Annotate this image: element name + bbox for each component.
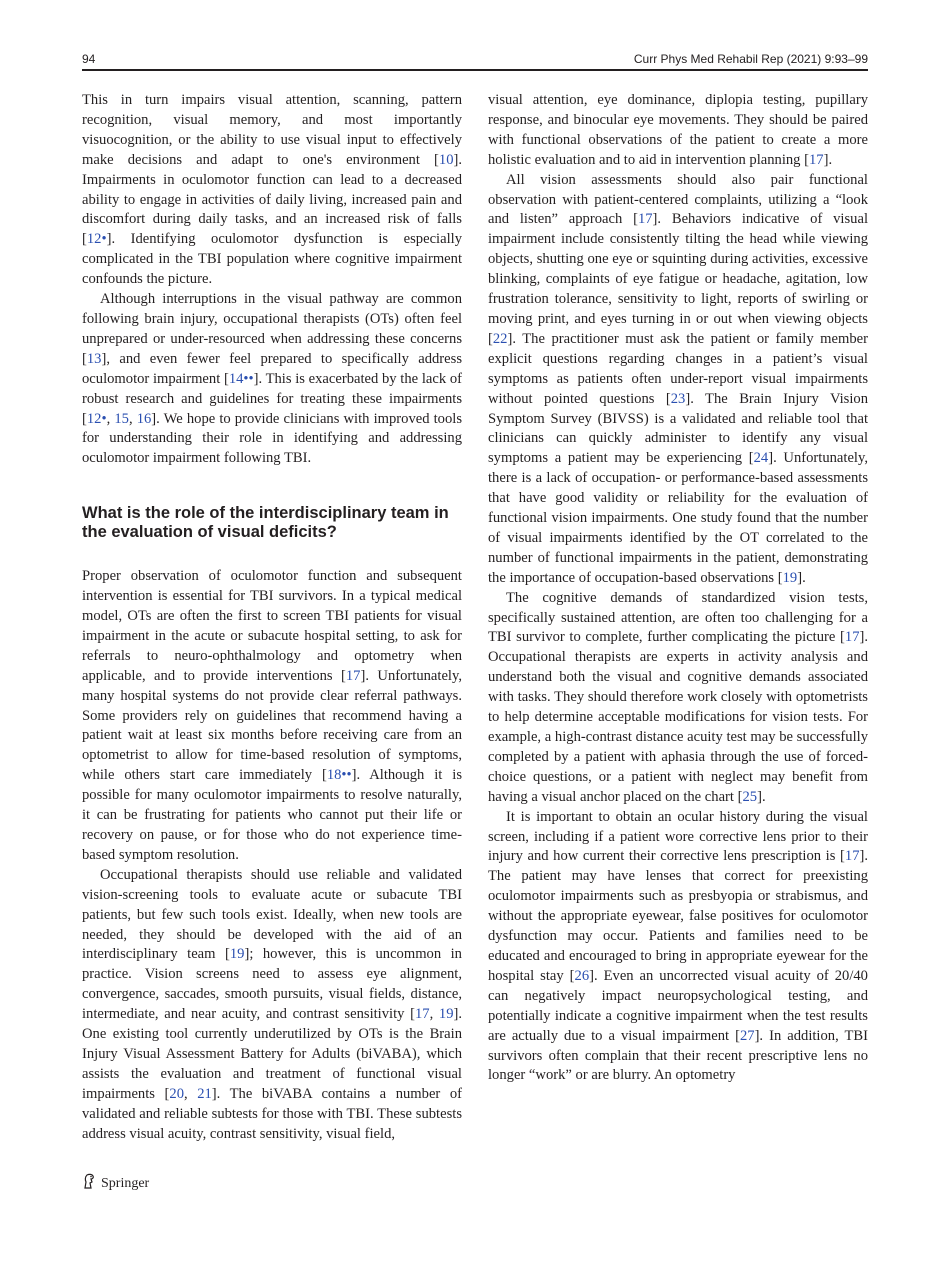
text-run: ]. Identifying oculomotor dysfunction is especially complicated in the TBI population where cognitive impairment confounds the picture.	[82, 231, 462, 288]
paragraph	[488, 808, 868, 1087]
reference-link[interactable]: 22	[492, 330, 508, 347]
text-run: ,	[183, 1085, 198, 1102]
text-run: ]. Unfortunately, many hospital systems do not provide clear referral pathways. Some providers rely on guidelines that recommend having a patient wait at least six months before receiving care from an optometrist to allow for time-based resolution of symptoms, while others start care immediately [	[82, 667, 462, 784]
text-run: ]. The patient may have lenses that correct for preexisting oculomotor impairments such as presbyopia or strabismus, and without the appropriate eyewear, false positives for oculomotor dysfunction may occur. Patients and families need to be educated and encouraged to bring in appropriate eyewear for the hospital stay [	[488, 848, 868, 984]
text-run: This in turn impairs visual attention, scanning, pattern recognition, visual memory, and most importantly visuocognition, or the ability to use visual input to effectively make decisions and adapt to one's environment [	[82, 92, 462, 168]
text-run: It is important to obtain an ocular history during the visual screen, including if a patient wore corrective lens prior to their injury and how current their corrective lens prescription is [	[488, 808, 868, 865]
reference-link[interactable]: 23	[670, 390, 686, 407]
reference-link[interactable]: 17	[809, 151, 824, 168]
text-run: ], and even fewer feel prepared to specifically address oculomotor impairment [	[82, 350, 462, 387]
text-run: ]. In addition, TBI survivors often complain that their recent prescriptive lens no longer “work” or are blurry. An optometry	[488, 1027, 868, 1084]
page-number: 94	[82, 52, 96, 66]
text-run: ]; however, this is uncommon in practice. Vision screens need to assess eye alignment, convergence, saccades, smooth pursuits, visual fields, distance, intermediate, and near acuity, and contrast sensitivity [	[82, 946, 462, 1023]
left-column	[82, 91, 462, 1145]
publisher-name: Springer	[101, 1175, 150, 1191]
text-run: ]. The Brain Injury Vision Symptom Survey (BIVSS) is a validated and reliable tool that clinicians can quickly administer to identify any visual symptoms a patient may be experiencing [	[488, 390, 868, 467]
reference-link[interactable]: 26	[574, 967, 590, 984]
section-heading: What is the role of the interdisciplinary team in the evaluation of visual deficits?	[82, 504, 449, 542]
text-run: ]. This is exacerbated by the lack of robust research and guidelines for treating these impairments [	[82, 370, 462, 427]
text-run: ,	[429, 1006, 439, 1023]
text-run: ]. Unfortunately, there is a lack of occupation- or performance-based assessments that have good validity or reliability for the evaluation of functional vision impairments. One study found that the number of visual impairments identified by the OT correlated to the number of functional impairments in the patient, demonstrating the importance of occupation-based observations [	[488, 450, 868, 586]
reference-link[interactable]: 10	[438, 151, 454, 168]
reference-link[interactable]: 19	[782, 569, 798, 586]
reference-link[interactable]: 12•	[86, 410, 107, 427]
reference-link[interactable]: 27	[739, 1027, 755, 1044]
right-column	[488, 91, 868, 1086]
text-run: All vision assessments should also pair functional observation with patient-centered complaints, utilizing a “look and listen” approach [	[488, 171, 868, 228]
text-run: ]. One existing tool currently underutilized by OTs is the Brain Injury Visual Assessment Battery for Adults (biVABA), which assists the evaluation and treatment of functional visual impairments [	[82, 1006, 462, 1102]
springer-horse-icon	[82, 1173, 96, 1194]
reference-link[interactable]: 17	[637, 211, 653, 228]
reference-link[interactable]: 21	[197, 1085, 212, 1102]
reference-link[interactable]: 19	[229, 946, 245, 963]
reference-link[interactable]: 12•	[86, 231, 107, 248]
reference-link[interactable]: 13	[86, 350, 102, 367]
text-run: ].	[757, 788, 766, 805]
header-rule	[82, 69, 868, 71]
text-run: ,	[106, 410, 115, 427]
reference-link[interactable]: 14••	[228, 370, 254, 387]
reference-link[interactable]: 16	[136, 410, 152, 427]
paragraph	[488, 171, 868, 589]
text-run: ]. Although it is possible for many oculomotor impairments to resolve naturally, it can be frustrating for patients who cannot put their life or recovery on pause, or for those who do not experience time-based symptom resolution.	[82, 767, 462, 863]
text-run: ]. The biVABA contains a number of validated and reliable subtests for those with TBI. These subtests address visual acuity, contrast sensitivity, visual field,	[82, 1085, 463, 1142]
reference-link[interactable]: 19	[438, 1006, 454, 1023]
reference-link[interactable]: 17	[844, 848, 860, 865]
reference-link[interactable]: 17	[844, 629, 860, 646]
text-run: ]. The practitioner must ask the patient or family member explicit questions regarding changes in a patient’s visual symptoms as patients often under-report visual impairments without pointed questions [	[488, 330, 868, 407]
text-run: ].	[823, 151, 833, 168]
publisher-footer	[82, 1173, 149, 1194]
text-run: ]. We hope to provide clinicians with improved tools for understanding their role in identifying and addressing oculomotor impairment following TBI.	[82, 410, 463, 467]
reference-link[interactable]: 17	[345, 667, 361, 684]
reference-link[interactable]: 17	[414, 1006, 430, 1023]
reference-link[interactable]: 20	[169, 1085, 184, 1102]
text-run: Occupational therapists should use reliable and validated vision-screening tools to evaluate acute or subacute TBI patients, but few such tools exist. Ideally, when new tools are needed, they should be developed with the aid of an interdisciplinary team [	[82, 866, 462, 963]
reference-link[interactable]: 15	[114, 410, 129, 427]
text-run: The cognitive demands of standardized vision tests, specifically sustained attention, are often too challenging for a TBI survivor to complete, further complicating the picture [	[488, 589, 868, 646]
paragraph	[488, 589, 868, 808]
paragraph	[82, 866, 462, 1145]
text-run: Although interruptions in the visual pathway are common following brain injury, occupational therapists (OTs) often feel unprepared or under-resourced when addressing these concerns [	[82, 291, 462, 367]
text-run: ].	[797, 569, 806, 586]
text-run: Proper observation of oculomotor function and subsequent intervention is essential for TBI survivors. In a typical medical model, OTs are often the first to screen TBI patients for visual impairment in the acute or subacute hospital setting, to ask for referrals to neuro-ophthalmology and optometry when applicable, and to provide interventions [	[82, 568, 462, 684]
paragraph	[82, 567, 462, 866]
paragraph	[488, 91, 868, 171]
reference-link[interactable]: 24	[753, 450, 769, 467]
reference-link[interactable]: 18••	[326, 767, 352, 784]
paragraph	[82, 91, 462, 290]
text-run: ,	[128, 410, 137, 427]
journal-citation: Curr Phys Med Rehabil Rep (2021) 9:93–99	[633, 52, 868, 66]
text-run: ]. Occupational therapists are experts in activity analysis and understand both the visual and cognitive demands associated with tasks. They should therefore work closely with optometrists to help determine acceptable modifications for vision tests. For example, a high-contrast distance acuity test may be successfully completed by a patient with aphasia through the use of forced-choice questions, or a patient with neglect may benefit from having a visual anchor placed on the chart [	[488, 629, 868, 805]
text-run: ]. Behaviors indicative of visual impairment include consistently tilting the head while viewing objects, shutting one eye or squinting during activities, excessive blinking, complaints of eye fatigue or headache, agitation, low frustration tolerance, sensitivity to light, reports of swirling or moving print, and eyes turning in or out when viewing objects [	[488, 211, 868, 347]
text-run: ]. Even an uncorrected visual acuity of 20/40 can negatively impact neuropsychological testing, and potentially indicate a cognitive impairment when the test results are actually due to a visual impairment [	[488, 967, 868, 1044]
reference-link[interactable]: 25	[742, 788, 758, 805]
paragraph	[82, 290, 462, 469]
text-run: ]. Impairments in oculomotor function can lead to a decreased ability to engage in activities of daily living, increased pain and discomfort during daily tasks, and an increased risk of falls [	[82, 151, 462, 248]
running-header	[82, 52, 868, 70]
text-run: visual attention, eye dominance, diplopia testing, pupillary response, and binocular eye movements. They should be paired with functional observations of the patient to create a more holistic evaluation and to aid in intervention planning [	[488, 92, 868, 168]
